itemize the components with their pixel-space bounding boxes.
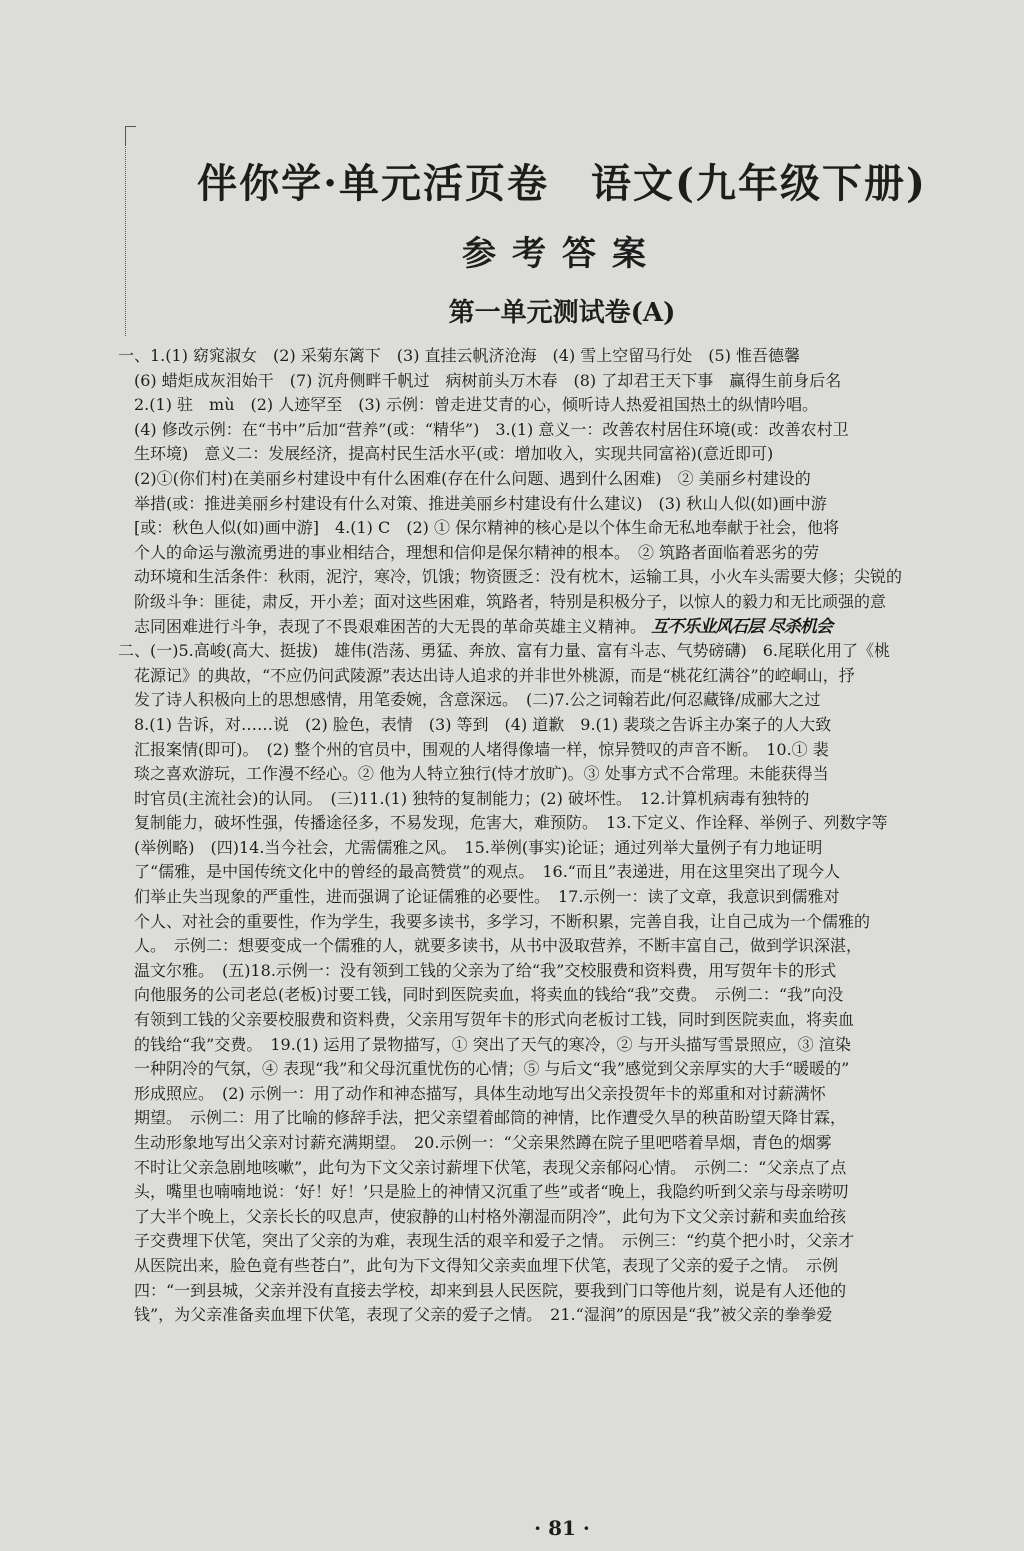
answer-body <box>118 344 1008 1328</box>
answer-line: 一、1.(1) 窈窕淑女 (2) 采菊东篱下 (3) 直挂云帆济沧海 (4) 雪上空留马行处 (5) 惟吾德馨 <box>118 346 801 365</box>
answer-line: 期望。 示例二：用了比喻的修辞手法，把父亲望着邮筒的神情，比作遭受久旱的秧苗盼望天降甘霖， <box>134 1108 847 1128</box>
answer-line: 人。 示例二：想要变成一个儒雅的人，就要多读书，从书中汲取营养，不断丰富自己，做到学识深湛， <box>134 936 863 956</box>
answer-line: 花源记》的典故，“不应仍问武陵源”表达出诗人追求的并非世外桃源，而是“桃花红满谷”的崆峒山，抒 <box>134 665 855 685</box>
book-title: 伴你学·单元活页卷 语文(九年级下册) <box>197 160 927 207</box>
answer-line: 向他服务的公司老总(老板)讨要工钱，同时到医院卖血，将卖血的钱给“我”交费。 示例二：“我”向没 <box>134 985 844 1005</box>
answer-line: (4) 修改示例：在“书中”后加“营养”(或：“精华”) 3.(1) 意义一：改善农村居住环境(或：改善农村卫 <box>134 419 849 439</box>
answer-line: 发了诗人积极向上的思想感情，用笔委婉，含意深远。 (二)7.公之词翰若此/何忍藏锋/成郦大之过 <box>134 690 821 710</box>
answer-line: 琰之喜欢游玩，工作漫不经心。② 他为人特立独行(恃才放旷)。③ 处事方式不合常理。未能获得当 <box>134 764 829 784</box>
answer-line: 一种阴冷的气氛，④ 表现“我”和父母沉重忧伤的心情；⑤ 与后文“我”感觉到父亲厚实的大手“暖暖的” <box>134 1059 850 1079</box>
answer-line: 2.(1) 驻 mù (2) 人迹罕至 (3) 示例：曾走进艾青的心，倾听诗人热爱祖国热土的纵情吟唱。 <box>134 395 818 415</box>
answer-line: 形成照应。 (2) 示例一：用了动作和神态描写，具体生动地写出父亲投贺年卡的郑重和对讨薪满怀 <box>134 1083 826 1103</box>
answer-line: 的钱给“我”交费。 19.(1) 运用了景物描写，① 突出了天气的寒冷，② 与开头描写雪景照应，③ 渲染 <box>134 1034 851 1054</box>
handwritten-note: 互不乐业风石层 尽杀机会 <box>651 616 833 637</box>
answer-line: 复制能力，破坏性强，传播途径多，不易发现，危害大，难预防。 13.下定义、作诠释、举例子、列数字等 <box>134 813 888 833</box>
answer-line: 阶级斗争：匪徒，肃反，开小差；面对这些困难，筑路者，特别是积极分子，以惊人的毅力和无比顽强的意 <box>134 591 887 611</box>
answer-line: (举例略) (四)14.当今社会，尤需儒雅之风。 15.举例(事实)论证；通过列举大量例子有力地证明 <box>134 837 823 857</box>
answer-line-text: 志同困难进行斗争，表现了不畏艰难困苦的大无畏的革命英雄主义精神。 <box>134 616 647 636</box>
page-number: · 81 · <box>534 1516 590 1540</box>
answer-line: (2)①(你们村)在美丽乡村建设中有什么困难(存在什么问题、遇到什么困难) ② 美丽乡村建设的 <box>134 468 811 488</box>
unit-test-title: 第一单元测试卷(A) <box>448 298 676 328</box>
answer-heading: 参考答案 <box>462 234 662 274</box>
answer-line: 汇报案情(即可)。 (2) 整个州的官员中，围观的人堵得像墙一样，惊异赞叹的声音不断。 10.① 裴 <box>134 739 829 759</box>
answer-line: 动环境和生活条件：秋雨，泥泞，寒冷，饥饿；物资匮乏：没有枕木，运输工具，小火车头需要大修；尖锐的 <box>134 567 903 587</box>
answer-line: (6) 蜡炬成灰泪始干 (7) 沉舟侧畔千帆过 病树前头万木春 (8) 了却君王天下事 赢得生前身后名 <box>134 370 842 390</box>
answer-line: 头，嘴里也喃喃地说：‘好！好！’只是脸上的神情又沉重了些”或者“晚上，我隐约听到父亲与母亲唠叨 <box>134 1182 849 1202</box>
answer-line: 了大半个晚上，父亲长长的叹息声，使寂静的山村格外潮湿而阴冷”，此句为下文父亲讨薪和卖血给孩 <box>134 1206 847 1226</box>
answer-line: 生动形象地写出父亲对讨薪充满期望。 20.示例一：“父亲果然蹲在院子里吧嗒着旱烟，青色的烟雾 <box>134 1133 832 1152</box>
answer-line: 个人的命运与激流勇进的事业相结合，理想和信仰是保尔精神的根本。 ② 筑路者面临着恶劣的劳 <box>134 542 820 562</box>
answer-line: 有领到工钱的父亲要校服费和资料费，父亲用写贺年卡的形式向老板讨工钱，同时到医院卖血，将卖血 <box>134 1010 855 1030</box>
answer-line: [或：秋色人似(如)画中游] 4.(1) C (2) ① 保尔精神的核心是以个体生命无私地奉献于社会，他将 <box>134 518 840 538</box>
answer-line: 时官员(主流社会)的认同。 (三)11.(1) 独特的复制能力；(2) 破坏性。 12.计算机病毒有独特的 <box>134 788 810 808</box>
answer-line: 二、(一)5.高峻(高大、挺拔) 雄伟(浩荡、勇猛、奔放、富有力量、富有斗志、气势磅礴) 6.尾联化用了《桃 <box>118 641 890 661</box>
answer-line: 生环境) 意义二：发展经济，提高村民生活水平(或：增加收入，实现共同富裕)(意近即可) <box>134 444 774 464</box>
answer-line: 举措(或：推进美丽乡村建设有什么对策、推进美丽乡村建设有什么建议) (3) 秋山人似(如)画中游 <box>134 493 827 513</box>
answer-line: 个人、对社会的重要性，作为学生，我要多读书，多学习，不断积累，完善自我，让自己成为一个儒雅的 <box>134 911 871 931</box>
answer-line: 四：“一到县城，父亲并没有直接去学校，却来到县人民医院，要我到门口等他片刻，说是有人还他的 <box>134 1280 847 1300</box>
answer-line: 们举止失当现象的严重性，进而强调了论证儒雅的必要性。 17.示例一：读了文章，我意识到儒雅对 <box>134 887 840 907</box>
answer-line <box>134 615 1008 640</box>
answer-line: 不时让父亲急剧地咳嗽”，此句为下文父亲讨薪埋下伏笔，表现父亲郁闷心情。 示例二：“父亲点了点 <box>134 1157 847 1177</box>
answer-line: 子交费埋下伏笔，突出了父亲的为难，表现生活的艰辛和爱子之情。 示例三：“约莫个把小时，父亲才 <box>134 1231 855 1251</box>
answer-line: 从医院出来，脸色竟有些苍白”，此句为下文得知父亲卖血埋下伏笔，表现了父亲的爱子之情。 示例 <box>134 1255 839 1275</box>
answer-line: 8.(1) 告诉，对……说 (2) 脸色，表情 (3) 等到 (4) 道歉 9.(1) 裴琰之告诉主办案子的人大致 <box>134 714 832 734</box>
answer-line: 了“儒雅，是中国传统文化中的曾经的最高赞赏”的观点。 16.“而且”表递进，用在这里突出了现今人 <box>134 862 841 882</box>
answer-line: 温文尔雅。 (五)18.示例一：没有领到工钱的父亲为了给“我”交校服费和资料费，用写贺年卡的形式 <box>134 960 837 980</box>
answer-line: 钱”，为父亲准备卖血埋下伏笔，表现了父亲的爱子之情。 21.“湿润”的原因是“我”被父亲的拳拳爱 <box>134 1305 833 1325</box>
